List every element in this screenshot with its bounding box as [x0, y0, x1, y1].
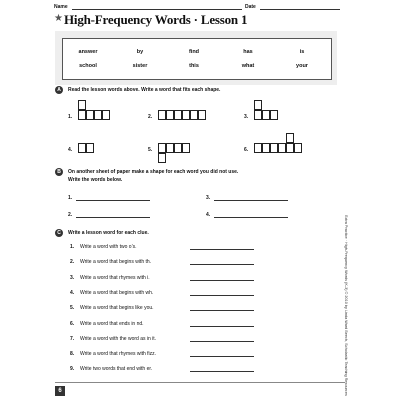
shape-box: [158, 110, 166, 120]
word: school: [79, 63, 97, 69]
shape-box: [158, 143, 166, 153]
shape-box: [182, 110, 190, 120]
answer-line[interactable]: [190, 249, 254, 250]
page-title: High-Frequency Words · Lesson 1: [64, 12, 248, 27]
shape-box: [254, 110, 262, 120]
answer-line[interactable]: [190, 280, 254, 281]
answer-line[interactable]: [190, 326, 254, 327]
section-c-marker: C: [55, 229, 63, 237]
clue-text: Write a word with two o’s.: [80, 244, 137, 250]
clue-text: Write a word that rhymes with i.: [80, 275, 150, 281]
shape-box: [86, 143, 94, 153]
section-b-marker: B: [55, 168, 63, 176]
shape-box: [78, 100, 86, 110]
item-number: 2.: [148, 114, 153, 120]
name-label: Name: [54, 4, 68, 10]
word: by: [136, 49, 144, 55]
clue-number: 2.: [70, 259, 75, 265]
item-number: 5.: [148, 147, 153, 153]
bottom-border: [55, 382, 345, 383]
shape-box: [78, 143, 86, 153]
shape-box: [286, 143, 294, 153]
word-box: [62, 38, 332, 80]
clue-number: 5.: [70, 305, 75, 311]
shape-box: [86, 110, 94, 120]
shape-box: [286, 133, 294, 143]
clue-number: 4.: [70, 290, 75, 296]
shape-box: [294, 143, 302, 153]
clue-text: Write a word with the word as in it.: [80, 336, 157, 342]
clue-text: Write a word that rhymes with fizz.: [80, 351, 157, 357]
item-number: 4.: [68, 147, 73, 153]
item-number: 3.: [206, 195, 211, 201]
word: what: [241, 63, 255, 69]
word: find: [188, 49, 200, 55]
answer-line[interactable]: [190, 371, 254, 372]
word: has: [243, 49, 253, 55]
word: this: [189, 63, 199, 69]
answer-line[interactable]: [190, 264, 254, 265]
clue-number: 7.: [70, 336, 75, 342]
section-b-instruction-2: Write the words below.: [68, 177, 123, 183]
answer-line[interactable]: [214, 217, 288, 218]
shape-box: [270, 143, 278, 153]
section-b-instruction-1: On another sheet of paper make a shape for each word you did not use.: [68, 169, 239, 175]
word: is: [299, 49, 305, 55]
clue-text: Write a word that begins like you.: [80, 305, 154, 311]
clue-text: Write a word that begins with th.: [80, 259, 152, 265]
clue-text: Write two words that end with er.: [80, 366, 153, 372]
shape-box: [254, 100, 262, 110]
shape-box: [190, 110, 198, 120]
shape-box: [262, 110, 270, 120]
shape-box: [254, 143, 262, 153]
shape-box: [174, 143, 182, 153]
shape-box: [198, 110, 206, 120]
shape-box: [94, 110, 102, 120]
shape-box: [102, 110, 110, 120]
shape-box: [278, 143, 286, 153]
shape-box: [270, 110, 278, 120]
item-number: 3.: [244, 114, 249, 120]
clue-text: Write a word that ends in nd.: [80, 321, 144, 327]
word: answer: [78, 49, 98, 55]
date-label: Date: [245, 4, 256, 10]
item-number: 2.: [68, 212, 73, 218]
date-line[interactable]: [260, 9, 340, 10]
shape-box: [174, 110, 182, 120]
word: your: [296, 63, 308, 69]
shape-box: [182, 143, 190, 153]
answer-line[interactable]: [190, 341, 254, 342]
clue-number: 6.: [70, 321, 75, 327]
shape-box: [78, 110, 86, 120]
item-number: 4.: [206, 212, 211, 218]
shape-box: [166, 110, 174, 120]
answer-line[interactable]: [214, 200, 288, 201]
word: sister: [132, 63, 148, 69]
clue-number: 8.: [70, 351, 75, 357]
clue-text: Write a word that begins with wh.: [80, 290, 154, 296]
item-number: 1.: [68, 195, 73, 201]
name-line[interactable]: [72, 9, 242, 10]
answer-line[interactable]: [76, 200, 150, 201]
clue-number: 1.: [70, 244, 75, 250]
star-icon: ★: [54, 13, 63, 24]
shape-box: [166, 143, 174, 153]
section-a-marker: A: [55, 86, 63, 94]
shape-box: [262, 143, 270, 153]
shape-box: [158, 153, 166, 163]
answer-line[interactable]: [190, 310, 254, 311]
page-number: 6: [55, 386, 65, 396]
clue-number: 9.: [70, 366, 75, 372]
item-number: 6.: [244, 147, 249, 153]
side-credit: Extra Practice · High-Frequency Words (K-3) © 2010 by Linda Ward Beech, Scholastic Teaching Resources: [344, 215, 348, 396]
answer-line[interactable]: [190, 295, 254, 296]
item-number: 1.: [68, 114, 73, 120]
section-a-instruction: Read the lesson words above. Write a word that fits each shape.: [68, 87, 221, 93]
answer-line[interactable]: [76, 217, 150, 218]
section-c-instruction: Write a lesson word for each clue.: [68, 230, 149, 236]
clue-number: 3.: [70, 275, 75, 281]
answer-line[interactable]: [190, 356, 254, 357]
